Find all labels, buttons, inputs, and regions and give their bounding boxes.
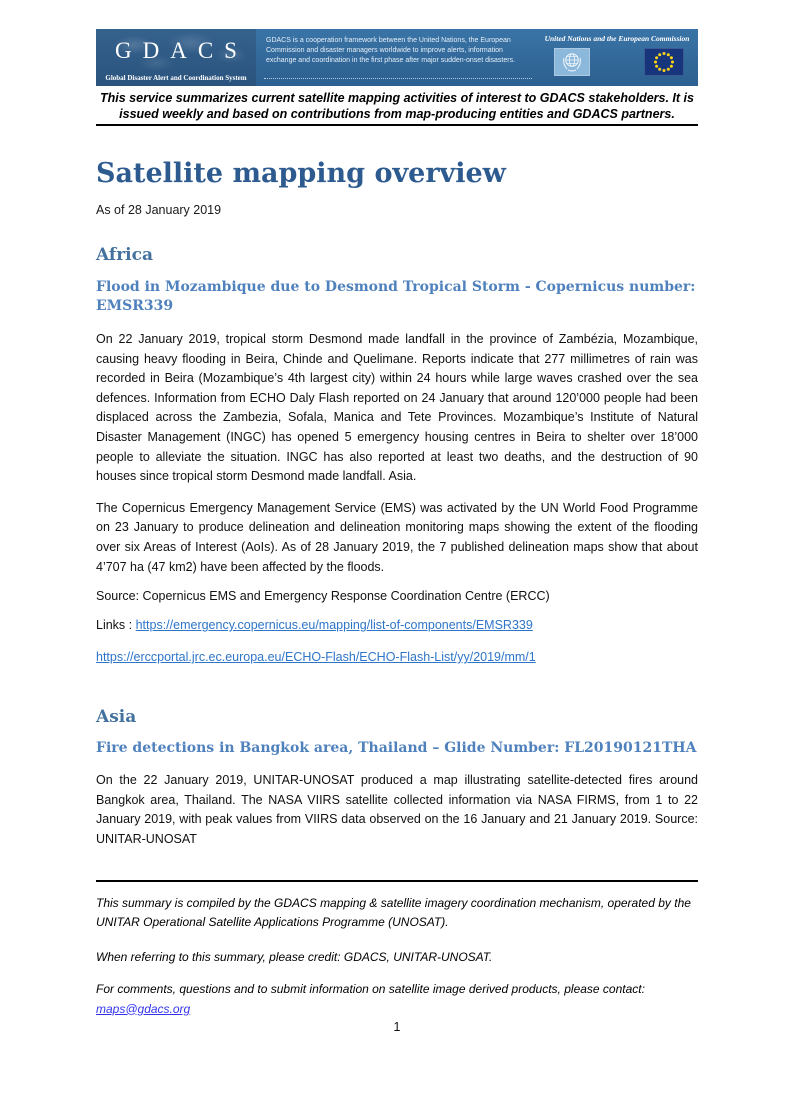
mozambique-paragraph-1: On 22 January 2019, tropical storm Desmond made landfall in the province of Zambézia, Mozambique, causing heavy flooding in Beira, Chinde and Quelimane. Reports indicate that 277 millimetres of rain was recorded in Beira (Mozambique’s 4th largest city) within 24 hours while large waves crashed over the sea defences. Information from ECHO Daly Flash reported on 24 January that around 120’000 people had been displaced across the Zambezia, Sofala, Manica and Tete Provinces. Mozambique’s Institute of Natural Disaster Management (INGC) has opened 5 emergency housing centres in Beira to shelter over 18’000 people to alleviate the situation. INGC has also reported at least two deaths, and the destruction of 90 houses since tropical storm Desmond made landfall. Asia. [96, 332, 698, 484]
date-line: As of 28 January 2019 [96, 203, 222, 217]
un-ec-caption: United Nations and the European Commission [544, 34, 690, 43]
banner-description [256, 29, 536, 86]
contact-note-text: For comments, questions and to submit information on satellite image derived products, please contact: [96, 982, 645, 996]
intro-note: This service summarizes current satellite mapping activities of interest to GDACS stakeholders. It is issued weekly and based on contributions from map-producing entities and GDACS partners. [100, 91, 694, 121]
footer-note-credit: When referring to this summary, please credit: GDACS, UNITAR-UNOSAT. [96, 949, 493, 964]
subsection-heading-bangkok-fires: Fire detections in Bangkok area, Thailand – Glide Number: FL20190121THA [96, 740, 697, 757]
footer-note-compiled: This summary is compiled by the GDACS mapping & satellite imagery coordination mechanism, operated by the UNITAR Operational Satellite Applications Programme (UNOSAT). [96, 895, 691, 929]
eu-flag-icon [644, 48, 684, 76]
page-title: Satellite mapping overview [96, 158, 506, 189]
links-label: Links : [96, 618, 136, 633]
section-heading-africa: Africa [96, 245, 153, 265]
logo-row [536, 43, 698, 76]
bangkok-paragraph: On the 22 January 2019, UNITAR-UNOSAT produced a map illustrating satellite-detected fires around Bangkok area, Thailand. The NASA VIIRS satellite collected information via NASA FIRMS, from 1 to 22 January 2019, with peak values from VIIRS data observed on the 16 January and 21 January 2019. Source: UNITAR-UNOSAT [96, 773, 698, 846]
gdacs-logo-text: GDACS [115, 38, 248, 63]
footer-note-contact [96, 980, 698, 1019]
links-line-2 [96, 649, 698, 665]
link-ercc-portal[interactable]: https://erccportal.jrc.ec.europa.eu/ECHO-Flash/ECHO-Flash-List/yy/2019/mm/1 [96, 650, 536, 665]
gdacs-tagline: Global Disaster Alert and Coordination System [105, 74, 247, 82]
banner-dotted-divider [264, 78, 532, 79]
un-emblem-icon [554, 48, 590, 76]
subsection-heading-mozambique-flood: Flood in Mozambique due to Desmond Tropical Storm - Copernicus number: EMSR339 [96, 279, 696, 314]
section-heading-asia: Asia [96, 707, 137, 728]
gdacs-logo [96, 29, 256, 86]
link-emsr339[interactable]: https://emergency.copernicus.eu/mapping/list-of-components/EMSR339 [135, 618, 533, 633]
links-line [96, 617, 698, 633]
banner-description-text: GDACS is a cooperation framework between the United Nations, the European Commission and disaster managers worldwide to improve alerts, information exchange and coordination in the first phase after major sudden-onset disasters. [266, 37, 516, 64]
footer-divider [96, 880, 698, 882]
source-line-africa: Source: Copernicus EMS and Emergency Response Coordination Centre (ERCC) [96, 589, 550, 604]
contact-email-link[interactable]: maps@gdacs.org [96, 1001, 191, 1016]
mozambique-paragraph-2: The Copernicus Emergency Management Service (EMS) was activated by the UN World Food Programme on 23 January to produce delineation and delineation monitoring maps showing the extent of the flooding over six Areas of Interest (AoIs). As of 28 January 2019, the 7 published delineation maps show that about 4’707 ha (47 km2) have been affected by the floods. [96, 500, 698, 574]
header-divider [96, 124, 698, 126]
gdacs-banner [96, 29, 698, 86]
banner-logos-panel [536, 29, 698, 86]
page-number: 1 [393, 1020, 401, 1034]
